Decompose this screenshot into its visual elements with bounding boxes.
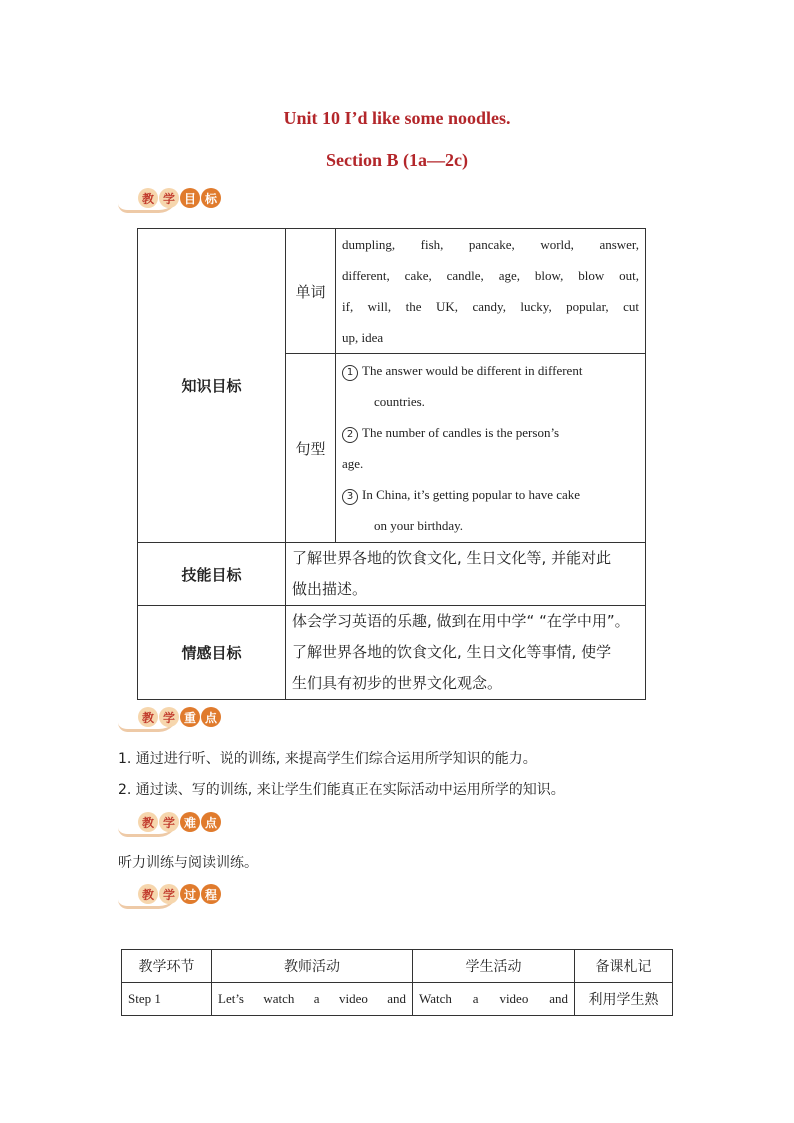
badge-char: 教 [138,188,158,208]
badge-char: 重 [180,707,200,727]
difficulties-text: 听力训练与阅读训练。 [118,855,258,871]
number-circle: 1 [342,365,358,381]
words-line: dumpling, fish, pancake, world, answer, [342,237,639,252]
page-subtitle: Section B (1a—2c) [326,150,468,170]
section-badge-objectives [118,188,238,214]
emotion-goal-label: 情感目标 [138,606,286,700]
table-cell: 利用学生熟 [575,983,673,1016]
badge-char: 学 [159,707,179,727]
words-line: up, idea [342,330,384,345]
knowledge-goal-label: 知识目标 [138,229,286,543]
table-cell: Watch a video and [413,983,575,1016]
skills-goal-text [286,543,646,606]
sentence-text: countries. [374,394,425,409]
number-circle: 2 [342,427,358,443]
badge-char: 教 [138,707,158,727]
table-header: 教学环节 [122,950,212,983]
badge-char: 点 [201,812,221,832]
badge-char: 点 [201,707,221,727]
sentence-text: The number of candles is the person’s [362,425,560,440]
table-header: 学生活动 [413,950,575,983]
text-line: 生们具有初步的世界文化观念。 [292,674,503,692]
badge-char: 学 [159,812,179,832]
sentence-text: age. [342,456,364,471]
badge-char: 教 [138,884,158,904]
text-line: 做出描述。 [292,580,368,598]
key-point-1: 1. 通过进行听、说的训练, 来提高学生们综合运用所学知识的能力。 [118,751,537,767]
sentence-text: on your birthday. [374,518,464,533]
text-line: 了解世界各地的饮食文化, 生日文化等事情, 使学 [292,643,612,661]
section-badge-process [118,884,238,910]
page-title: Unit 10 I’d like some noodles. [283,108,511,128]
sentences-cell [336,354,646,543]
badge-char: 教 [138,812,158,832]
words-label: 单词 [286,229,336,354]
table-cell: Let’s watch a video and [212,983,413,1016]
key-point-2: 2. 通过读、写的训练, 来让学生们能真正在实际活动中运用所学的知识。 [118,782,565,798]
table-header: 教师活动 [212,950,413,983]
badge-char: 目 [180,188,200,208]
emotion-goal-text [286,606,646,700]
section-badge-key-points [118,707,238,733]
sentence-text: In China, it’s getting popular to have cake [362,487,581,502]
skills-goal-label: 技能目标 [138,543,286,606]
section-badge-difficulties [118,812,238,838]
sentence-text: The answer would be different in different [362,363,583,378]
words-line: if, will, the UK, candy, lucky, popular, cut [342,299,639,314]
words-line: different, cake, candle, age, blow, blow out, [342,268,639,283]
words-cell [336,229,646,354]
objectives-table [137,228,646,700]
badge-char: 程 [201,884,221,904]
badge-char: 过 [180,884,200,904]
badge-char: 学 [159,884,179,904]
table-cell: Step 1 [122,983,212,1016]
process-table [121,949,673,1016]
badge-char: 标 [201,188,221,208]
text-line: 了解世界各地的饮食文化, 生日文化等, 并能对此 [292,549,612,567]
badge-char: 难 [180,812,200,832]
table-header: 备课札记 [575,950,673,983]
text-line: 体会学习英语的乐趣, 做到在用中学“ “在学中用”。 [292,612,630,630]
badge-char: 学 [159,188,179,208]
sentences-label: 句型 [286,354,336,543]
number-circle: 3 [342,489,358,505]
